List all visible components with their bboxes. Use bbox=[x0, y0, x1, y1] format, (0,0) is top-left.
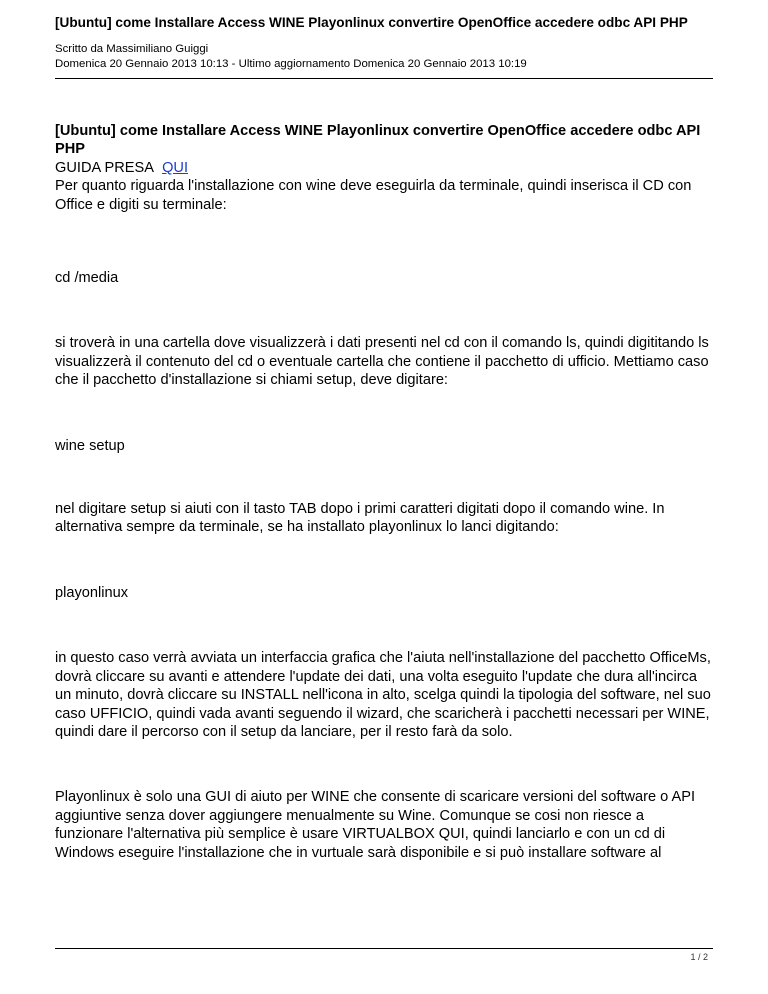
author-line: Scritto da Massimiliano Guiggi bbox=[55, 43, 209, 55]
spacer bbox=[55, 287, 715, 334]
guide-link[interactable]: QUI bbox=[162, 159, 189, 176]
date-line: Domenica 20 Gennaio 2013 10:13 - Ultimo aggiornamento Domenica 20 Gennaio 2013 10:19 bbox=[55, 58, 527, 70]
command-cd-media: cd /media bbox=[55, 270, 119, 287]
spacer bbox=[55, 741, 715, 788]
spacer bbox=[55, 390, 715, 437]
page-header bbox=[55, 14, 715, 72]
footer-divider bbox=[55, 948, 713, 949]
spacer bbox=[55, 537, 715, 584]
command-playonlinux: playonlinux bbox=[55, 584, 129, 601]
spacer bbox=[55, 602, 715, 649]
header-meta bbox=[55, 42, 715, 72]
guide-line bbox=[55, 159, 715, 177]
paragraph-folder: si troverà in una cartella dove visualizzerà i dati presenti nel cd con il comando ls, quindi digititando ls visualizzerà il contenuto del cd o eventuale cartella che contiene il pacchetto di ufficio. Mettiamo caso che il pacchetto d'installazione si chiami setup, deve digitare: bbox=[55, 335, 709, 389]
paragraph-virtualbox: Playonlinux è solo una GUI di aiuto per WINE che consente di scaricare versioni del software o API aggiuntive senza dover aggiungere menualmente su Wine. Comunque se cosi non riesce a funzionare l'alternativa più semplice è usare VIRTUALBOX QUI, quindi lanciarlo e con un cd di Windows eseguire l'installazione che in vurtuale sarà disponibile e si può installare software al bbox=[55, 789, 696, 861]
paragraph-intro: Per quanto riguarda l'installazione con wine deve eseguirla da terminale, quindi inserisca il CD con Office e digiti su terminale: bbox=[55, 178, 692, 213]
header-title: [Ubuntu] come Installare Access WINE Playonlinux convertire OpenOffice accedere odbc API PHP bbox=[55, 15, 688, 30]
article-body bbox=[55, 122, 715, 862]
page-number: 1 / 2 bbox=[690, 952, 708, 962]
spacer bbox=[55, 214, 715, 269]
paragraph-gui: in questo caso verrà avviata un interfaccia grafica che l'aiuta nell'installazione del pacchetto OfficeMs, dovrà cliccare su avanti e attendere l'update dei dati, una volta eseguito l'update che dura all'incirca un minuto, dovrà cliccare su INSTALL nell'icona in alto, scelga quindi la tipologia del software, nel suo caso UFFICIO, quindi vada avanti seguendo il wizard, che scaricherà i pacchetti necessari per WINE, quindi dare il percorso con il setup da lanciare, per il resto farà da solo. bbox=[55, 650, 711, 740]
spacer bbox=[55, 455, 715, 500]
header-divider bbox=[55, 78, 713, 79]
paragraph-tab: nel digitare setup si aiuti con il tasto TAB dopo i primi caratteri digitati dopo il comando wine. In alternativa sempre da terminale, se ha installato playonlinux lo lanci digitando: bbox=[55, 501, 665, 536]
article-title: [Ubuntu] come Installare Access WINE Playonlinux convertire OpenOffice accedere odbc API PHP bbox=[55, 123, 701, 158]
command-wine-setup: wine setup bbox=[55, 437, 125, 454]
guide-prefix: GUIDA PRESA bbox=[55, 159, 154, 176]
